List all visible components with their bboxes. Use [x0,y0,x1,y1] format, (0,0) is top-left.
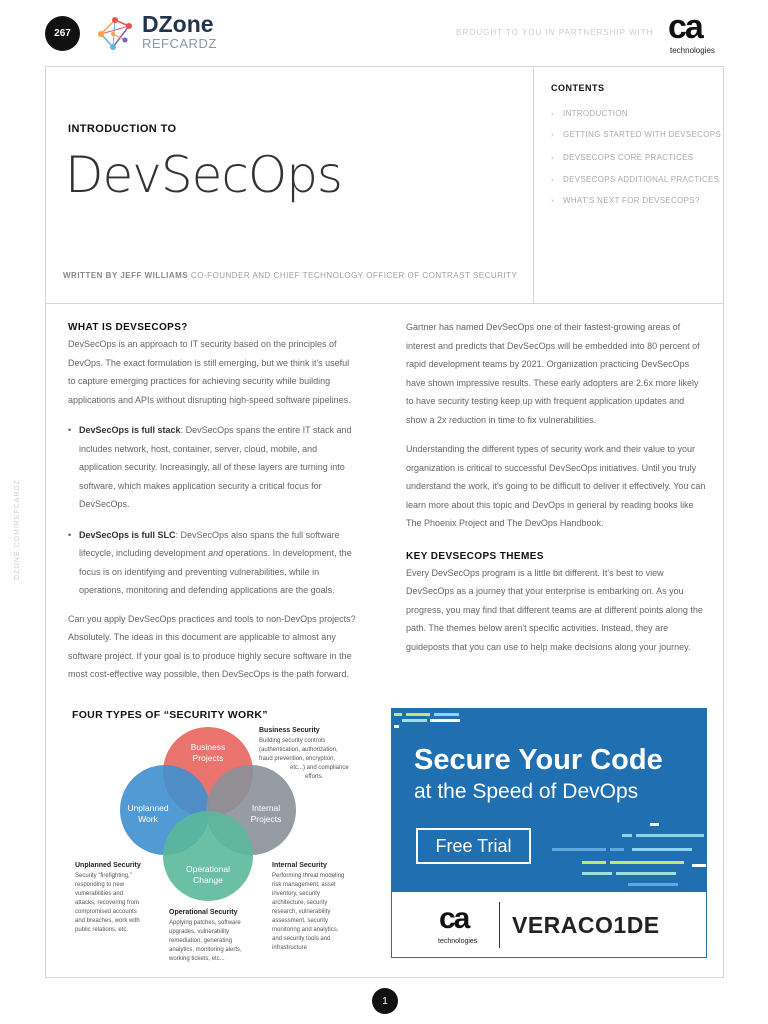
toc-item-whats-next[interactable]: › WHAT'S NEXT FOR DEVSECOPS? [551,196,700,205]
ca-technologies-sub: technologies [670,46,715,55]
toc-item-core-practices[interactable]: › DEVSECOPS CORE PRACTICES [551,153,694,162]
annot-internal-line: and security tools and [272,936,331,942]
page-number: 1 [372,988,398,1014]
annot-business-line: Building security controls [259,738,326,744]
byline-role: CO-FOUNDER AND CHIEF TECHNOLOGY OFFICER OF CONTRAST SECURITY [190,271,518,280]
annot-business-title: Business Security [259,727,320,734]
themes-paragraph: Every DevSecOps program is a little bit different. It's best to view DevSecOps as a journey that your enterprise is embarking on. As you progress, you may find that different teams are at different points along the path. The themes below aren't specific activities. Instead, they are guideposts that you can use to help make decisions along your journey. [406,567,703,652]
ad-code-line [552,848,606,851]
issue-number-badge: 267 [45,16,80,51]
venn-circle-operational [163,811,253,901]
section-heading-key-themes: KEY DEVSECOPS THEMES [406,550,544,562]
ad-top-panel [392,709,706,892]
annot-internal-line: Performing threat modeling [272,873,345,879]
toc-item-additional-practices[interactable]: › DEVSECOPS ADDITIONAL PRACTICES [551,175,720,184]
bullet-full-stack: • DevSecOps is full stack: DevSecOps spans the entire IT stack and includes network, host, container, server, cloud, mobile, and application security. Increasingly, all of these layers are turning into software, which makes application security a critical focus for DevSecOps. [68,421,358,514]
contents-heading: CONTENTS [551,83,605,93]
annot-business-line: etc...) and compliance [290,765,349,771]
dzone-brand-sub: REFCARDZ [142,36,217,51]
annot-unplanned-line: public relations, etc. [75,927,129,933]
annot-unplanned-line: compromised accounts [75,909,137,915]
annot-unplanned-line: and breaches, work with [75,918,140,924]
annot-internal-title: Internal Security [272,862,327,869]
annot-unplanned-line: responding to new [75,882,125,888]
venn-label-internal-2: Projects [250,814,282,824]
security-work-venn-diagram [60,720,360,970]
ad-code-line [394,725,399,728]
ad-veracode-logo: VERACO1DE [512,912,660,938]
annot-internal-line: infrastructure [272,945,308,951]
ad-ca-logo-sub: technologies [438,938,478,945]
annot-business-line: fraud prevention, encryption, [259,756,336,762]
venn-label-operational-1: Operational [186,864,230,874]
chevron-right-icon: › [551,109,554,118]
ad-code-line [434,713,459,716]
section-heading-what-is: WHAT IS DEVSECOPS? [68,322,188,333]
page-title: DevSecOps [65,146,342,204]
hero-divider [533,67,534,304]
ad-code-line [650,823,659,826]
ad-code-line [394,713,402,716]
ad-code-line [616,872,676,875]
toc-item-getting-started[interactable]: › GETTING STARTED WITH DEVSECOPS [551,130,722,139]
annot-internal-line: architecture, security [272,900,328,906]
venn-label-business-1: Business [190,742,226,752]
ad-subline: at the Speed of DevOps [414,780,639,803]
chevron-right-icon: › [551,175,554,184]
hero-box [45,66,724,304]
annot-operational-line: working tickets, etc... [169,956,225,962]
ad-code-line [692,864,706,867]
non-devops-paragraph: Can you apply DevSecOps practices and tools to non-DevOps projects? Absolutely. The ideas in this document are applicable to almost any software project. If your goal is to produce highly secure software in the most cost-effective way possible, then DevSecOps is the path forward. [68,613,356,679]
ad-code-line [636,834,704,837]
venn-label-internal-1: Internal [251,803,281,813]
annot-operational-title: Operational Security [169,909,238,916]
ad-code-line [582,861,606,864]
bullet-full-slc: • DevSecOps is full SLC: DevSecOps also spans the full software lifecycle, including development and operations. In development, the focus is on identifying and preventing vulnerabilities, while in operations, monitoring and defending applications are the goals. [68,526,358,600]
ad-code-line [406,713,430,716]
byline [63,271,517,280]
ad-code-line [628,883,678,886]
annot-operational-line: upgrades, vulnerability [169,929,230,935]
ad-code-line [610,861,684,864]
annot-internal-line: research, vulnerability [272,909,331,915]
venn-label-unplanned-1: Unplanned [127,803,169,813]
dzone-logo-icon [95,14,135,52]
annot-internal-line: inventory, security [272,891,320,897]
dzone-brand: DZone [142,11,214,37]
free-trial-button[interactable]: Free Trial [416,828,531,864]
annot-unplanned-line: attacks, recovering from [75,900,140,906]
understanding-paragraph: Understanding the different types of security work and their value to your organization is critical to successful DevSecOps initiatives. Until you truly understand the work, it's going to be difficult to deliver it effectively. You can learn more about this topic and DevOps in general by reading books like The Phoenix Project and The DevOps Handbook. [406,444,706,528]
annot-internal-line: monitoring and analytics, [272,927,339,933]
ad-headline: Secure Your Code [414,744,663,776]
side-url: DZONE.COM/REFCARDZ [14,479,21,580]
venn-label-operational-2: Change [193,875,223,885]
right-column [406,318,706,656]
ad-logo-separator [499,902,500,948]
annot-unplanned-line: Security “firefighting,” [75,873,132,879]
venn-label-business-2: Projects [192,753,224,763]
ad-ca-logo: ca [439,902,469,935]
venn-title: FOUR TYPES OF “SECURITY WORK” [72,709,268,721]
hero-kicker: INTRODUCTION TO [68,123,177,135]
partner-text: BROUGHT TO YOU IN PARTNERSHIP WITH [456,28,654,37]
annot-operational-line: analytics, monitoring alerts, [169,947,242,953]
gartner-paragraph: Gartner has named DevSecOps one of their fastest-growing areas of interest and predicts that DevSecOps will be embedded into 80 percent of rapid development teams by 2021. Organization practicing DevSecOps have shown impressive results. These early adopters are 2.6x more likely to have security testing keep up with frequent application updates and show a 2x reduction in time to fix vulnerabilities. [406,322,700,425]
ad-code-line [622,834,632,837]
ad-code-line [402,719,427,722]
left-column [68,322,358,684]
annot-business-line: efforts. [305,774,324,780]
toc-item-introduction[interactable]: › INTRODUCTION [551,109,628,118]
ad-code-line [632,848,692,851]
annot-unplanned-line: vulnerabilities and [75,891,124,897]
ca-technologies-logo: ca [668,8,702,46]
annot-operational-line: remediation, generating [169,938,233,944]
annot-unplanned-title: Unplanned Security [75,862,141,869]
intro-paragraph: DevSecOps is an approach to IT security based on the principles of DevOps. The exact formulation is still emerging, but we think it's useful to capture emerging practices for achieving security while building applications and APIs without disrupting high-speed software pipelines. [68,339,351,405]
chevron-right-icon: › [551,153,554,162]
venn-label-unplanned-2: Work [138,814,158,824]
chevron-right-icon: › [551,130,554,139]
ad-code-line [430,719,460,722]
annot-internal-line: assessment, security [272,918,329,924]
advertisement-banner[interactable] [391,708,707,958]
byline-author: WRITTEN BY JEFF WILLIAMS [63,271,189,280]
chevron-right-icon: › [551,196,554,205]
annot-business-line: (authentication, authorization, [259,747,338,753]
ad-code-line [610,848,624,851]
ad-bottom-panel [392,892,706,957]
annot-operational-line: Applying patches, software [169,920,241,926]
annot-internal-line: risk management, asset [272,882,336,888]
ad-code-line [582,872,612,875]
